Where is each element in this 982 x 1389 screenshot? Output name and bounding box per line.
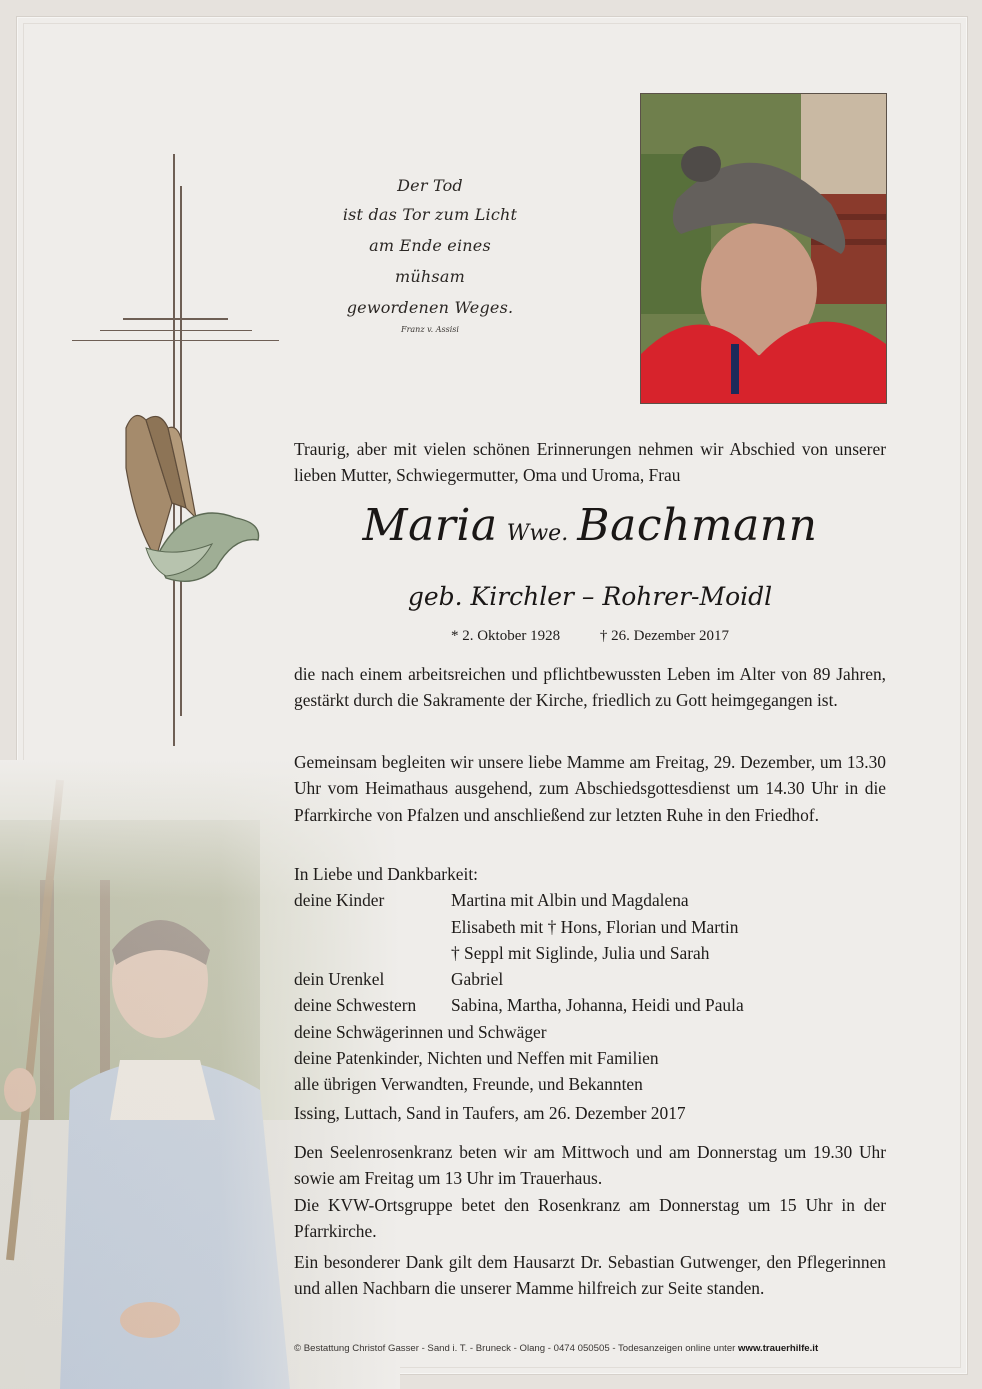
mourner-names: Elisabeth mit † Hons, Florian und Martin: [451, 916, 739, 937]
quote-line: Der Tod: [397, 176, 463, 195]
mourner-label: [294, 940, 451, 966]
rosary-text: [294, 1139, 886, 1244]
widow-title: Wwe.: [506, 521, 569, 546]
mourner-label: deine Schwestern: [294, 995, 417, 1016]
death-date: † 26. Dezember 2017: [599, 628, 730, 644]
passing-text: die nach einem arbeitsreichen und pflichtbewussten Leben im Alter von 89 Jahren, gestärkt durch die Sakramente der Kirche, friedlich zu Gott heimgegangen ist.: [294, 664, 886, 711]
footer-text: © Bestattung Christof Gasser - Sand i. T. - Bruneck - Olang - 0474 050505 - Todesanzeigen online unter: [294, 1343, 739, 1354]
quote: [340, 170, 520, 334]
mourner-row: [294, 914, 894, 940]
footer-link[interactable]: www.trauerhilfe.it: [738, 1343, 819, 1354]
rosary-line: Den Seelenrosenkranz beten wir am Mittwoch und am Donnerstag um 19.30 Uhr sowie am Freitag um 13 Uhr im Trauerhaus.: [294, 1142, 886, 1189]
mourners-heading: In Liebe und Dankbarkeit:: [294, 864, 478, 884]
mourner-line: alle übrigen Verwandten, Freunde, und Bekannten: [294, 1074, 643, 1095]
mourner-names: Sabina, Martha, Johanna, Heidi und Paula: [451, 995, 744, 1016]
quote-line: gewordenen Weges.: [346, 298, 514, 317]
mourner-row: [294, 940, 894, 966]
place-date: Issing, Luttach, Sand in Taufers, am 26. Dezember 2017: [294, 1103, 686, 1123]
mourner-label: dein Urenkel: [294, 969, 385, 990]
mourner-names: Gabriel: [451, 969, 504, 990]
funeral-text: Gemeinsam begleiten wir unsere liebe Mamme am Freitag, 29. Dezember, um 13.30 Uhr vom Heimathaus ausgehend, zum Abschiedsgottesdienst um 14.30 Uhr in die Pfarrkirche von Pfalzen und anschließend zur letzten Ruhe in den Friedhof.: [294, 752, 886, 825]
born-name: geb. Kirchler – Rohrer-Moidl: [407, 582, 773, 611]
quote-line: ist das Tor zum Licht: [342, 205, 518, 224]
mourner-names: † Seppl mit Siglinde, Julia und Sarah: [451, 942, 710, 963]
mourner-row: [294, 887, 894, 913]
birth-date: * 2. Oktober 1928: [450, 628, 561, 644]
praying-hands-icon: [116, 408, 262, 588]
mourner-line: deine Patenkinder, Nichten und Neffen mit Familien: [294, 1048, 659, 1069]
deceased-name: [294, 500, 886, 551]
rosary-line: Die KVW-Ortsgruppe betet den Rosenkranz am Donnerstag um 15 Uhr in der Pfarrkirche.: [294, 1194, 886, 1241]
last-name: Bachmann: [577, 500, 818, 551]
mourner-line: deine Schwägerinnen und Schwäger: [294, 1021, 547, 1042]
intro-text: Traurig, aber mit vielen schönen Erinnerungen nehmen wir Abschied von unserer lieben Mutter, Schwiegermutter, Oma und Uroma, Frau: [294, 439, 886, 486]
life-dates: [294, 628, 886, 645]
portrait-photo: [640, 93, 887, 404]
quote-line: am Ende eines mühsam: [369, 236, 491, 286]
mourner-label: [294, 914, 451, 940]
thanks-text: Ein besonderer Dank gilt dem Hausarzt Dr. Sebastian Gutwenger, den Pflegerinnen und allen Nachbarn die unserer Mamme hilfreich zur Seite standen.: [294, 1252, 886, 1299]
mourner-row: [294, 966, 894, 992]
mourner-names: Martina mit Albin und Magdalena: [451, 890, 689, 911]
first-name: Maria: [362, 500, 498, 551]
mourner-label: deine Kinder: [294, 890, 385, 911]
quote-author: Franz v. Assisi: [401, 325, 459, 334]
mourner-row: [294, 992, 894, 1018]
mourners-list: [294, 861, 894, 1098]
footer: [294, 1343, 894, 1354]
